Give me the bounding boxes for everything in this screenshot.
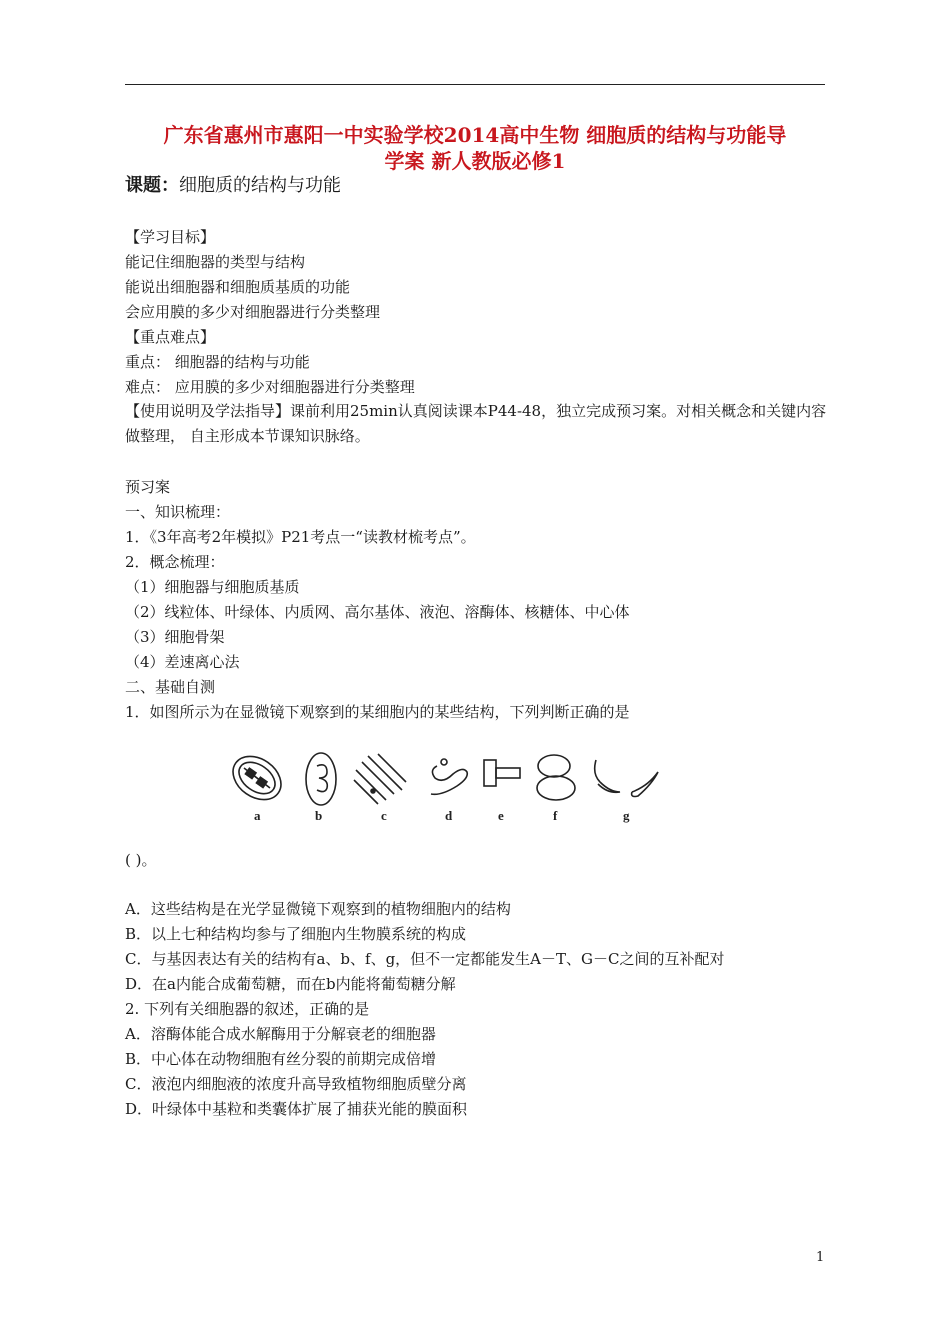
- concept-sub-2: （2）线粒体、叶绿体、内质网、高尔基体、液泡、溶酶体、核糖体、中心体: [125, 603, 630, 621]
- figure-label-b: b: [315, 808, 323, 823]
- usage-instructions: 【使用说明及学法指导】课前利用25min认真阅读课本P44-48，独立完成预习案。对相关概念和关键内容做整理， 自主形成本节课知识脉络。: [125, 402, 827, 445]
- figure-label-a: a: [254, 808, 261, 823]
- lesson-text: 细胞质的结构与功能: [179, 175, 341, 196]
- goal-item-2: 能说出细胞器和细胞质基质的功能: [125, 278, 351, 296]
- organelle-figure: [222, 744, 668, 828]
- figure-label-f: f: [553, 808, 558, 823]
- lesson-label: 课题：: [125, 175, 179, 196]
- concept-sub-4: （4）差速离心法: [125, 653, 240, 671]
- goal-item-1: 能记住细胞器的类型与结构: [125, 253, 306, 271]
- chloroplast-icon: [225, 748, 289, 809]
- figure-label-d: d: [445, 808, 453, 823]
- figure-label-c: c: [381, 808, 387, 823]
- question-1-option-c: C．与基因表达有关的结构有a、b、f、g，但不一定都能发生A－T、G－C之间的互补配对: [125, 950, 725, 968]
- question-1-blank: ( )。: [125, 851, 157, 869]
- figure-label-g: g: [623, 808, 630, 823]
- goal-item-3: 会应用膜的多少对细胞器进行分类整理: [125, 303, 381, 321]
- concept-sub-3: （3）细胞骨架: [125, 628, 225, 646]
- preview-item-1: 1．《3年高考2年模拟》P21考点一“读教材梳考点”。: [125, 528, 476, 546]
- question-1-option-b: B．以上七种结构均参与了细胞内生物膜系统的构成: [125, 925, 467, 943]
- document-title: [125, 122, 825, 174]
- centriole-icon: [484, 760, 520, 786]
- endoplasmic-reticulum-icon: [431, 759, 467, 794]
- header-rule: [125, 84, 825, 85]
- section-self-test: 二、基础自测: [125, 678, 216, 696]
- lesson-topic: [125, 174, 341, 198]
- concept-sub-1: （1）细胞器与细胞质基质: [125, 578, 300, 596]
- figure-label-e: e: [498, 808, 504, 823]
- question-1-option-a: A．这些结构是在光学显微镜下观察到的植物细胞内的结构: [125, 900, 511, 918]
- question-2-option-d: D．叶绿体中基粒和类囊体扩展了捕获光能的膜面积: [125, 1100, 468, 1118]
- question-1-option-d: D．在a内能合成葡萄糖，而在b内能将葡萄糖分解: [125, 975, 456, 993]
- question-2-option-c: C．液泡内细胞液的浓度升高导致植物细胞质壁分离: [125, 1075, 467, 1093]
- goals-heading: 【学习目标】: [125, 228, 216, 246]
- title-line-1: 广东省惠州市惠阳一中实验学校2014高中生物 细胞质的结构与功能导: [163, 123, 787, 147]
- ribosome-icon: [537, 755, 575, 800]
- title-line-2: 学案 新人教版必修1: [384, 149, 566, 173]
- page-number: 1: [816, 1250, 825, 1265]
- vesicle-icon: [595, 760, 658, 797]
- key-points-heading: 【重点难点】: [125, 328, 216, 346]
- golgi-icon: [354, 754, 406, 804]
- section-knowledge: 一、知识梳理：: [125, 503, 231, 521]
- difficulty-point: 难点： 应用膜的多少对细胞器进行分类整理: [125, 378, 415, 396]
- question-2-option-a: A．溶酶体能合成水解酶用于分解衰老的细胞器: [125, 1025, 436, 1043]
- preview-heading: 预习案: [125, 478, 171, 496]
- key-point: 重点： 细胞器的结构与功能: [125, 353, 310, 371]
- preview-item-2: 2．概念梳理：: [125, 553, 225, 571]
- question-2-stem: 2. 下列有关细胞器的叙述，正确的是: [125, 1000, 370, 1018]
- question-2-option-b: B．中心体在动物细胞有丝分裂的前期完成倍增: [125, 1050, 437, 1068]
- question-1-stem: 1．如图所示为在显微镜下观察到的某细胞内的某些结构，下列判断正确的是: [125, 703, 630, 721]
- mitochondrion-icon: [306, 753, 336, 805]
